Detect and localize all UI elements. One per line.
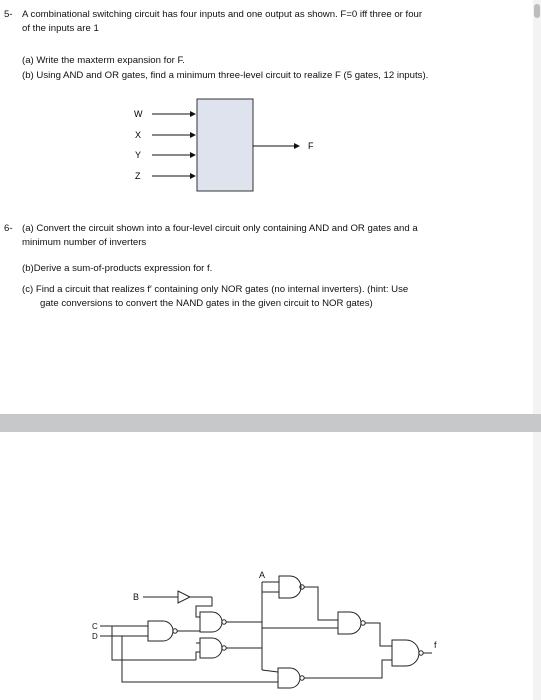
input-label-y: Y (135, 150, 142, 160)
black-box (197, 99, 253, 191)
wire-bus-to-bottom (262, 670, 278, 672)
output-label-f: F (308, 141, 314, 151)
problem-6-part-c-line1: (c) Find a circuit that realizes f′ containing only NOR gates (no internal inverters). (hint: Use (22, 284, 409, 295)
problem-6 (4, 222, 524, 249)
problem-5-circuit-diagram (0, 0, 541, 210)
problem-6-part-b: (b)Derive a sum-of-products expression for f. (22, 263, 213, 274)
scrollbar-track[interactable] (533, 0, 541, 414)
label-a: A (259, 570, 266, 580)
scrollbar-thumb[interactable] (534, 4, 540, 18)
problem-5-number: 5- (4, 9, 13, 20)
input-label-w: W (134, 109, 143, 119)
nand-gate-mid-upper (200, 612, 222, 632)
problem-5-stem-line1: A combinational switching circuit has four inputs and one output as shown. F=0 iff three or four (22, 9, 423, 20)
nand-bubble-top (300, 585, 304, 589)
problem-5-part-b: (b) Using AND and OR gates, find a minimum three-level circuit to realize F (5 gates, 12 inputs). (22, 70, 429, 81)
nand-gate-right-upper (338, 612, 361, 634)
problem-6-part-c-line2: gate conversions to convert the NAND gates in the given circuit to NOR gates) (40, 297, 373, 309)
input-label-z: Z (135, 171, 141, 181)
page-separator (0, 414, 541, 432)
nand-gate-left (148, 621, 173, 641)
nand-gate-output (392, 640, 419, 666)
wire-right-upper-out (365, 623, 392, 646)
problem-6-part-c (22, 283, 522, 310)
problem-6-part-a-line1: (a) Convert the circuit shown into a four-level circuit only containing AND and OR gates and a (22, 223, 418, 234)
label-d: D (92, 632, 98, 641)
wire-a (262, 582, 279, 592)
wire-bottom-out (304, 660, 392, 678)
nand-gate-top (279, 576, 301, 598)
problem-6-part-a-line2: minimum number of inverters (22, 236, 147, 248)
problem-6-logic-circuit (0, 560, 541, 700)
label-c: C (92, 622, 98, 631)
label-b: B (133, 592, 140, 602)
wire-buffer-to-mid (196, 597, 212, 617)
buffer-gate (178, 591, 190, 603)
nand-gate-bottom (278, 668, 300, 688)
wire-mid-lower-in (196, 643, 200, 660)
label-f: f (434, 640, 437, 650)
wire-top-out (304, 587, 338, 620)
problem-5-part-a: (a) Write the maxterm expansion for F. (22, 55, 185, 66)
problem-5-stem-line2: of the inputs are 1 (22, 22, 99, 34)
input-label-x: X (135, 130, 142, 140)
problem-6-number: 6- (4, 223, 13, 234)
nand-gate-mid-lower (200, 638, 222, 658)
